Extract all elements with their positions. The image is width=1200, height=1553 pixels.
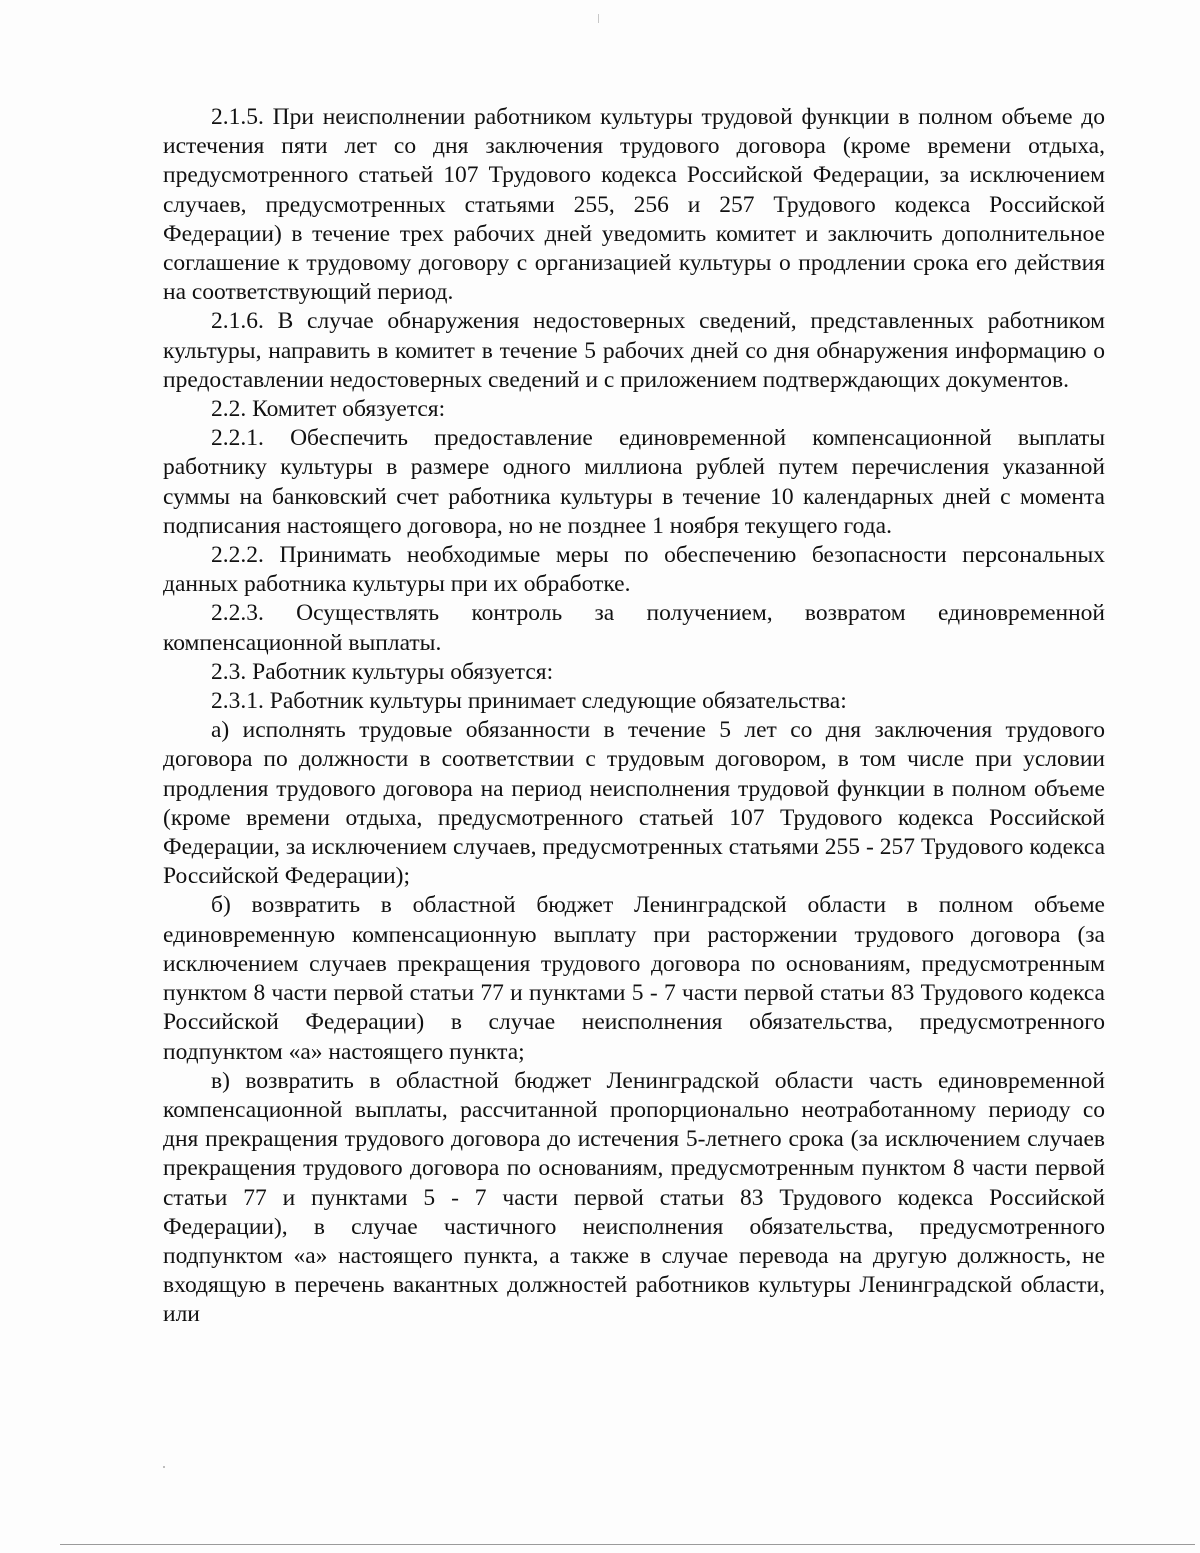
clause-2-3-1-v: в) возвратить в областной бюджет Ленинградской области часть единовременной компенсационной выплаты, рассчитанной пропорционально неотработанному периоду со дня прекращения трудового договора до истечения 5-летнего срока (за исключением случаев прекращения трудового договора по основаниям, предусмотренным пунктом 8 части первой статьи 77 и пунктами 5 - 7 части первой статьи 83 Трудового кодекса Российской Федерации), в случае частичного неисполнения обязательства, предусмотренного подпунктом «а» настоящего пункта, а также в случае перевода на другую должность, не входящую в перечень вакантных должностей работников культуры Ленинградской области, или: [163, 1067, 1105, 1328]
clause-2-3-1-b: б) возвратить в областной бюджет Ленинградской области в полном объеме единовременную компенсационную выплату при расторжении трудового договора (за исключением случаев прекращения трудового договора по основаниям, предусмотренным пунктом 8 части первой статьи 77 и пунктами 5 - 7 части первой статьи 83 Трудового кодекса Российской Федерации) в случае неисполнения обязательства, предусмотренного подпунктом «а» настоящего пункта;: [163, 892, 1105, 1065]
clause-2-3-1-a: а) исполнять трудовые обязанности в течение 5 лет со дня заключения трудового договора по должности в соответствии с трудовым договором, в том числе при условии продления трудового договора на период неисполнения трудовой функции в полном объеме (кроме времени отдыха, предусмотренного статьей 107 Трудового кодекса Российской Федерации, за исключением случаев, предусмотренных статьями 255 - 257 Трудового кодекса Российской Федерации);: [163, 717, 1105, 890]
clause-2-3-heading: 2.3. Работник культуры обязуется:: [211, 658, 554, 685]
scan-speck: [598, 14, 599, 23]
page-bottom-edge: [60, 1544, 1195, 1545]
clause-2-1-6: 2.1.6. В случае обнаружения недостоверных сведений, представленных работником культуры, направить в комитет в течение 5 рабочих дней со дня обнаружения информацию о предоставлении недостоверных сведений и с приложением подтверждающих документов.: [163, 308, 1105, 393]
clause-2-2-3: 2.2.3. Осуществлять контроль за получением, возвратом единовременной компенсационной выплаты.: [163, 600, 1105, 656]
clause-2-1-5: 2.1.5. При неисполнении работником культуры трудовой функции в полном объеме до истечения пяти лет со дня заключения трудового договора (кроме времени отдыха, предусмотренного статьей 107 Трудового кодекса Российской Федерации, за исключением случаев, предусмотренных статьями 255, 256 и 257 Трудового кодекса Российской Федерации) в течение трех рабочих дней уведомить комитет и заключить дополнительное соглашение к трудовому договору с организацией культуры о продлении срока его действия на соответствующий период.: [163, 104, 1105, 306]
scan-speck: [163, 1466, 165, 1468]
clause-2-3-1: 2.3.1. Работник культуры принимает следующие обязательства:: [211, 688, 847, 715]
document-body: [163, 103, 1105, 1330]
clause-2-2-heading: 2.2. Комитет обязуется:: [211, 396, 446, 423]
clause-2-2-1: 2.2.1. Обеспечить предоставление единовременной компенсационной выплаты работнику культуры в размере одного миллиона рублей путем перечисления указанной суммы на банковский счет работника культуры в течение 10 календарных дней с момента подписания настоящего договора, но не позднее 1 ноября текущего года.: [163, 425, 1105, 539]
clause-2-2-2: 2.2.2. Принимать необходимые меры по обеспечению безопасности персональных данных работника культуры при их обработке.: [163, 542, 1105, 598]
